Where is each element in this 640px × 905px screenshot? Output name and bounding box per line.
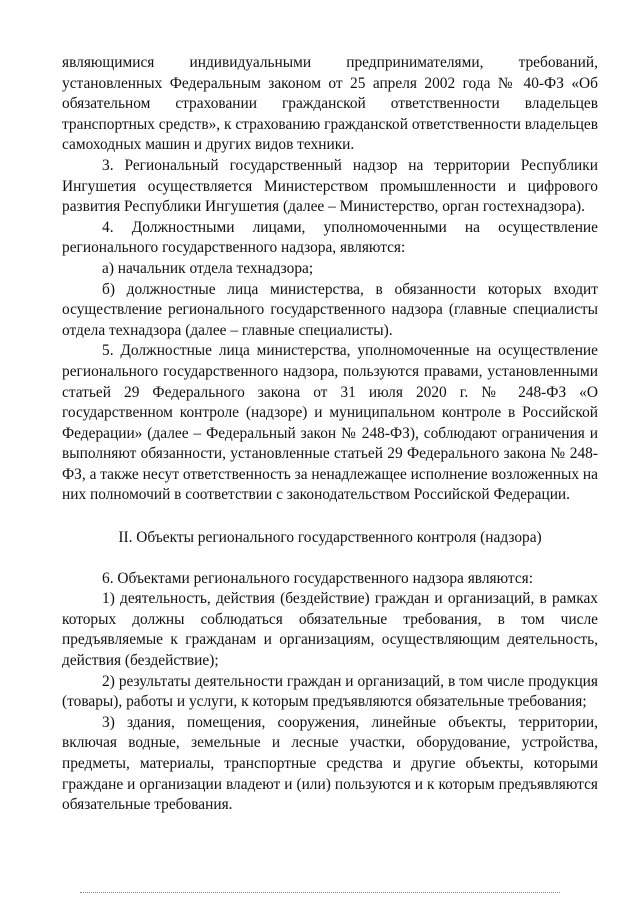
paragraph-3: 3. Региональный государственный надзор на территории Республики Ингушетия осуществляется Министерством промышленности и цифрового развития Республики Ингушетия (далее – Министерство, орган гостехнадзора).: [62, 156, 598, 216]
paragraph-6: 6. Объектами регионального государственного надзора являются:: [102, 569, 534, 587]
list-item-b: б) должностные лица министерства, в обязанности которых входит осуществление регионального государственного надзора (главные специалисты отдела технадзора (далее – главные специалисты).: [62, 280, 598, 339]
paragraph-5: 5. Должностные лица министерства, уполномоченные на осуществление регионального государственного надзора, пользуются правами, установленными статьей 29 Федерального закона от 31 июля 2020 г. № 248-ФЗ «О государственном контроле (надзоре) и муниципальном контроле в Российской Федерации» (далее – Федеральный закон № 248-ФЗ), соблюдают ограничения и выполняют обязанности, установленные статьей 29 Федерального закона № 248-ФЗ, а также несут ответственность за ненадлежащее исполнение возложенных на них полномочий в соответствии с законодательством Российской Федерации.: [62, 342, 598, 504]
bottom-scan-artifact: [80, 892, 560, 895]
document-body: [62, 53, 598, 816]
paragraph-4: 4. Должностными лицами, уполномоченными на осуществление регионального государственного надзора, являются:: [62, 218, 598, 257]
list-item-2: 2) результаты деятельности граждан и организаций, в том числе продукция (товары), работы и услуги, к которым предъявляются обязательные требования;: [62, 672, 598, 711]
section-heading: II. Объекты регионального государственного контроля (надзора): [118, 529, 542, 547]
list-item-a: а) начальник отдела технадзора;: [102, 259, 314, 277]
list-item-3: 3) здания, помещения, сооружения, линейные объекты, территории, включая водные, земельные и лесные участки, оборудование, устройства, предметы, материалы, транспортные средства и другие объекты, которыми граждане и организации владеют и (или) пользуются и к которым предъявляются обязательные требования.: [62, 713, 598, 814]
list-item-1: 1) деятельность, действия (бездействие) граждан и организаций, в рамках которых должны соблюдаться обязательные требования, в том числе предъявляемые к гражданам и организациям, осуществляющим деятельность, действия (бездействие);: [62, 590, 598, 670]
paragraph-continuation: являющимися индивидуальными предпринимателями, требований, установленных Федеральным законом от 25 апреля 2002 года № 40-ФЗ «Об обязательном страховании гражданской ответственности владельцев транспортных средств», к страхованию гражданской ответственности владельцев самоходных машин и других видов техники.: [62, 54, 598, 154]
